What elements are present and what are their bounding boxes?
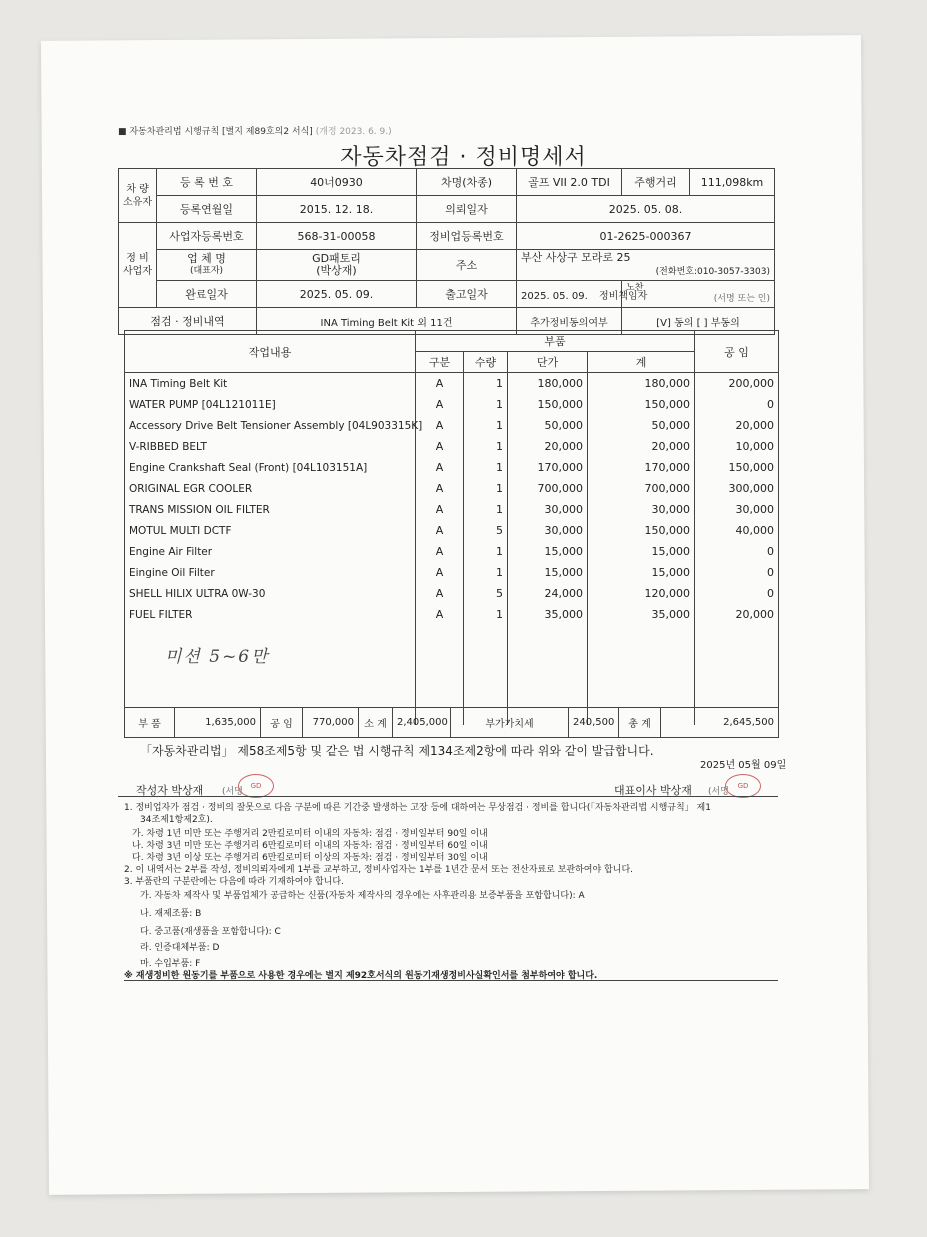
- totals-table: [124, 707, 779, 738]
- item-unit-price: 24,000: [508, 583, 588, 604]
- note-3d: 라. 인증대체부품: D: [140, 943, 220, 953]
- labor-total: 770,000: [303, 708, 359, 738]
- item-kind: A: [416, 415, 464, 436]
- vat-label: 부가가치세: [451, 708, 569, 738]
- issue-statement: 「자동차관리법」 제58조제5항 및 같은 법 시행규칙 제134조제2항에 따라 위와 같이 발급합니다.: [140, 744, 654, 758]
- item-kind: A: [416, 499, 464, 520]
- item-sum: 50,000: [588, 415, 695, 436]
- item-qty: 1: [464, 478, 508, 499]
- reg-no: 40너0930: [257, 169, 417, 196]
- item-sum: 35,000: [588, 604, 695, 625]
- item-labor: 10,000: [695, 436, 779, 457]
- item-qty: 1: [464, 541, 508, 562]
- writer-sign-hint: (서명: [222, 787, 243, 797]
- done-date: 2025. 05. 09.: [257, 281, 417, 308]
- item-kind: A: [416, 541, 464, 562]
- subtotal-label: 소 계: [359, 708, 393, 738]
- item-sum: 170,000: [588, 457, 695, 478]
- item-unit-price: 180,000: [508, 373, 588, 395]
- unit-col-header: 단가: [508, 352, 588, 373]
- parts-col-header: 부품: [416, 331, 695, 352]
- item-name: MOTUL MULTI DCTF: [125, 520, 416, 541]
- item-qty: 1: [464, 394, 508, 415]
- labor-col-header: 공 임: [695, 331, 779, 373]
- item-unit-price: 50,000: [508, 415, 588, 436]
- consent-label: 추가정비동의여부: [517, 308, 622, 335]
- note-1: 1. 정비업자가 점검 · 정비의 잘못으로 다음 구분에 따른 기간중 발생하는 고장 등에 대하여는 무상점검 · 정비를 합니다(「자동차관리법 시행규칙」 제1: [124, 803, 711, 813]
- item-sum: 15,000: [588, 541, 695, 562]
- kind-col-header: 구분: [416, 352, 464, 373]
- item-labor: 0: [695, 394, 779, 415]
- item-kind: A: [416, 520, 464, 541]
- item-sum: 15,000: [588, 562, 695, 583]
- parts-total-label: 부 품: [125, 708, 175, 738]
- note-1a: 가. 차령 1년 미만 또는 주행거리 2만킬로미터 이내의 자동차: 점검 · 정비일부터 90일 이내: [132, 829, 488, 839]
- item-name: TRANS MISSION OIL FILTER: [125, 499, 416, 520]
- item-kind: A: [416, 478, 464, 499]
- item-unit-price: 170,000: [508, 457, 588, 478]
- item-qty: 1: [464, 415, 508, 436]
- biz-no: 568-31-00058: [257, 223, 417, 250]
- subtotal: 2,405,000: [393, 708, 451, 738]
- request-date: 2025. 05. 08.: [517, 196, 775, 223]
- company-label: 업 체 명 (대표자): [157, 250, 257, 281]
- parts-total: 1,635,000: [175, 708, 261, 738]
- mileage: 111,098km: [690, 169, 775, 196]
- item-unit-price: 150,000: [508, 394, 588, 415]
- qty-col-header: 수량: [464, 352, 508, 373]
- item-labor: 150,000: [695, 457, 779, 478]
- reg-date-label: 등록연월일: [157, 196, 257, 223]
- ceo: 대표이사 박상재: [614, 784, 692, 797]
- item-name: Eingine Oil Filter: [125, 562, 416, 583]
- item-name: Engine Air Filter: [125, 541, 416, 562]
- item-labor: 20,000: [695, 604, 779, 625]
- table-row: [125, 478, 779, 499]
- notes-divider: [118, 796, 778, 797]
- work-label: 점검 · 정비내역: [119, 308, 257, 335]
- note-1b: 34조제1항제2호).: [140, 815, 213, 825]
- issue-date: 2025년 05월 09일: [700, 760, 787, 771]
- note-3f: 마. 수입부품: F: [140, 959, 201, 969]
- item-labor: 0: [695, 583, 779, 604]
- item-unit-price: 30,000: [508, 499, 588, 520]
- item-kind: A: [416, 604, 464, 625]
- item-labor: 0: [695, 562, 779, 583]
- shop-reg-label: 정비업등록번호: [417, 223, 517, 250]
- item-labor: 30,000: [695, 499, 779, 520]
- item-sum: 150,000: [588, 394, 695, 415]
- item-sum: 30,000: [588, 499, 695, 520]
- note-3a: 가. 자동차 제작사 및 부품업체가 공급하는 신품(자동차 제작사의 경우에는 사후관리용 보증부품을 포함합니다): A: [140, 891, 585, 901]
- item-sum: 120,000: [588, 583, 695, 604]
- item-name: ORIGINAL EGR COOLER: [125, 478, 416, 499]
- form-reference: ■ 자동차관리법 시행규칙 [별지 제89호의2 서식] (개정 2023. 6. 9.): [118, 127, 392, 137]
- item-name: INA Timing Belt Kit: [125, 373, 416, 395]
- writer-stamp: GD: [238, 774, 274, 798]
- item-unit-price: 30,000: [508, 520, 588, 541]
- ceo-sign-hint: (서명: [708, 787, 729, 797]
- item-rows: [125, 373, 779, 626]
- reg-no-label: 등 록 번 호: [157, 169, 257, 196]
- item-kind: A: [416, 436, 464, 457]
- table-row: [125, 520, 779, 541]
- item-kind: A: [416, 394, 464, 415]
- table-row: [125, 604, 779, 625]
- note-footer: ※ 재생정비한 원동기를 부품으로 사용한 경우에는 별지 제92호서식의 원동기재생정비사실확인서를 첨부하여야 합니다.: [124, 971, 598, 981]
- grand-total: 2,645,500: [661, 708, 779, 738]
- table-row: [125, 562, 779, 583]
- shop-reg: 01-2625-000367: [517, 223, 775, 250]
- handwritten-note: 미션 5~6만: [165, 647, 270, 667]
- ceo-stamp: GD: [725, 774, 761, 798]
- item-kind: A: [416, 373, 464, 395]
- address: 부산 사상구 모라로 25 (전화번호:010-3057-3303): [517, 250, 775, 281]
- item-labor: 200,000: [695, 373, 779, 395]
- writer: 작성자 박상재: [136, 784, 204, 797]
- item-kind: A: [416, 583, 464, 604]
- header-table: [118, 168, 775, 335]
- item-unit-price: 700,000: [508, 478, 588, 499]
- consent-value: [V] 동의 [ ] 부동의: [622, 308, 775, 335]
- item-qty: 5: [464, 520, 508, 541]
- item-labor: 0: [695, 541, 779, 562]
- item-qty: 1: [464, 499, 508, 520]
- labor-total-label: 공 임: [261, 708, 303, 738]
- item-kind: A: [416, 457, 464, 478]
- table-row: [125, 415, 779, 436]
- table-row: [125, 541, 779, 562]
- work-summary: INA Timing Belt Kit 외 11건: [257, 308, 517, 335]
- car-name: 골프 VII 2.0 TDI: [517, 169, 622, 196]
- note-1n: 나. 차령 3년 미만 또는 주행거리 6만킬로미터 이내의 자동차: 점검 · 정비일부터 60일 이내: [132, 841, 488, 851]
- item-kind: A: [416, 562, 464, 583]
- item-name: WATER PUMP [04L121011E]: [125, 394, 416, 415]
- table-row: [125, 373, 779, 395]
- item-name: SHELL HILIX ULTRA 0W-30: [125, 583, 416, 604]
- item-qty: 5: [464, 583, 508, 604]
- item-sum: 180,000: [588, 373, 695, 395]
- item-sum: 20,000: [588, 436, 695, 457]
- item-unit-price: 15,000: [508, 562, 588, 583]
- item-labor: 40,000: [695, 520, 779, 541]
- company: GD패토리 (박상재): [257, 250, 417, 281]
- note-2: 2. 이 내역서는 2부를 작성, 정비의뢰자에게 1부를 교부하고, 정비사업자는 1부를 1년간 문서 또는 전산자료로 보관하여야 합니다.: [124, 865, 633, 875]
- item-unit-price: 15,000: [508, 541, 588, 562]
- owner-label: 차 량 소유자: [119, 169, 157, 223]
- car-name-label: 차명(차종): [417, 169, 517, 196]
- table-row: [125, 394, 779, 415]
- item-labor: 300,000: [695, 478, 779, 499]
- table-row: [125, 457, 779, 478]
- item-unit-price: 20,000: [508, 436, 588, 457]
- note-3: 3. 부품란의 구분란에는 다음에 따라 기재하여야 합니다.: [124, 877, 344, 887]
- item-labor: 20,000: [695, 415, 779, 436]
- address-label: 주소: [417, 250, 517, 281]
- item-sum: 700,000: [588, 478, 695, 499]
- reg-date: 2015. 12. 18.: [257, 196, 417, 223]
- grand-total-label: 총 계: [619, 708, 661, 738]
- sum-col-header: 계: [588, 352, 695, 373]
- request-date-label: 의뢰일자: [417, 196, 517, 223]
- footer-divider: [124, 980, 778, 981]
- table-row: [125, 583, 779, 604]
- release-date-label: 출고일자: [417, 281, 517, 308]
- item-qty: 1: [464, 373, 508, 395]
- item-unit-price: 35,000: [508, 604, 588, 625]
- shop-label: 정 비 사업자: [119, 223, 157, 308]
- vat: 240,500: [569, 708, 619, 738]
- item-name: FUEL FILTER: [125, 604, 416, 625]
- note-3c: 다. 중고품(재생품을 포함합니다): C: [140, 927, 281, 937]
- release-date: 2025. 05. 09. 정비책임자: [517, 281, 622, 308]
- item-name: V-RIBBED BELT: [125, 436, 416, 457]
- item-qty: 1: [464, 436, 508, 457]
- table-row: [125, 436, 779, 457]
- item-sum: 150,000: [588, 520, 695, 541]
- manager: 노찬 (서명 또는 인): [622, 281, 775, 308]
- work-col-header: 작업내용: [125, 331, 416, 373]
- note-3b: 나. 재제조품: B: [140, 909, 202, 919]
- mileage-label: 주행거리: [622, 169, 690, 196]
- item-qty: 1: [464, 562, 508, 583]
- item-qty: 1: [464, 604, 508, 625]
- biz-no-label: 사업자등록번호: [157, 223, 257, 250]
- item-name: Accessory Drive Belt Tensioner Assembly [04L903315K]: [125, 415, 416, 436]
- table-row: [125, 499, 779, 520]
- item-qty: 1: [464, 457, 508, 478]
- document-title: 자동차점검 · 정비명세서: [340, 145, 587, 170]
- item-name: Engine Crankshaft Seal (Front) [04L103151A]: [125, 457, 416, 478]
- note-1d: 다. 차령 3년 이상 또는 주행거리 6만킬로미터 이상의 자동차: 점검 · 정비일부터 30일 이내: [132, 853, 488, 863]
- done-date-label: 완료일자: [157, 281, 257, 308]
